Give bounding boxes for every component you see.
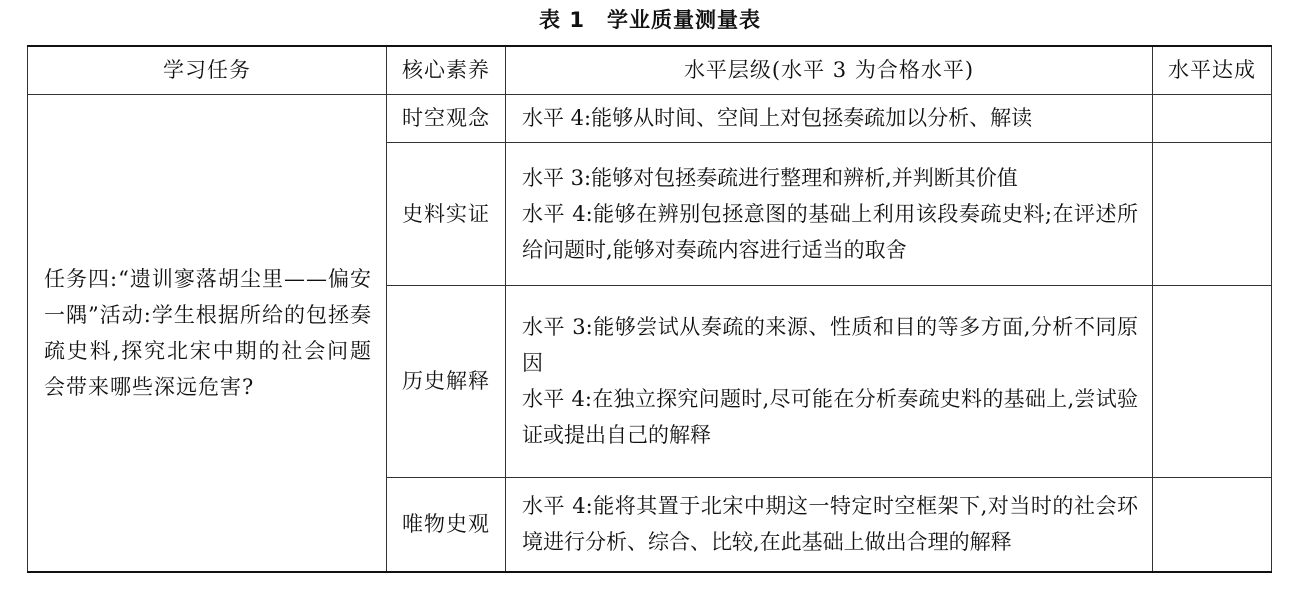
header-learning-task: 学习任务	[28, 46, 387, 94]
competency-cell: 历史解释	[387, 285, 506, 477]
header-level-reached: 水平达成	[1153, 46, 1272, 94]
level-cell	[506, 285, 1153, 477]
level-line: 水平 3:能够对包拯奏疏进行整理和辨析,并判断其价值	[522, 165, 1018, 190]
table-caption	[0, 4, 1300, 34]
competency-cell: 史料实证	[387, 142, 506, 285]
competency-cell: 时空观念	[387, 94, 506, 142]
learning-task-cell: 任务四:“遗训寥落胡尘里——偏安一隅”活动:学生根据所给的包拯奏疏史料,探究北宋中期的社会问题会带来哪些深远危害?	[28, 94, 387, 572]
competency-cell: 唯物史观	[387, 477, 506, 572]
level-cell	[506, 142, 1153, 285]
level-cell	[506, 94, 1153, 142]
level-line: 水平 3:能够尝试从奏疏的来源、性质和目的等多方面,分析不同原因	[522, 315, 1138, 375]
level-line: 水平 4:能将其置于北宋中期这一特定时空框架下,对当时的社会环境进行分析、综合、比较,在此基础上做出合理的解释	[522, 494, 1138, 555]
level-reached-cell	[1153, 142, 1272, 285]
header-level: 水平层级(水平 3 为合格水平)	[506, 46, 1153, 94]
level-line: 水平 4:能够在辨别包拯意图的基础上利用该段奏疏史料;在评述所给问题时,能够对奏疏内容进行适当的取舍	[522, 201, 1138, 262]
table-row	[28, 94, 1272, 142]
table-number: 表 1	[539, 8, 585, 32]
level-cell	[506, 477, 1153, 572]
level-reached-cell	[1153, 477, 1272, 572]
level-reached-cell	[1153, 94, 1272, 142]
quality-measurement-table	[27, 45, 1272, 573]
level-reached-cell	[1153, 285, 1272, 477]
level-line: 水平 4:在独立探究问题时,尽可能在分析奏疏史料的基础上,尝试验证或提出自己的解释	[522, 387, 1138, 447]
level-line: 水平 4:能够从时间、空间上对包拯奏疏加以分析、解读	[522, 106, 1033, 130]
header-row	[28, 46, 1272, 94]
header-core-competency: 核心素养	[387, 46, 506, 94]
table-title: 学业质量测量表	[606, 8, 761, 32]
